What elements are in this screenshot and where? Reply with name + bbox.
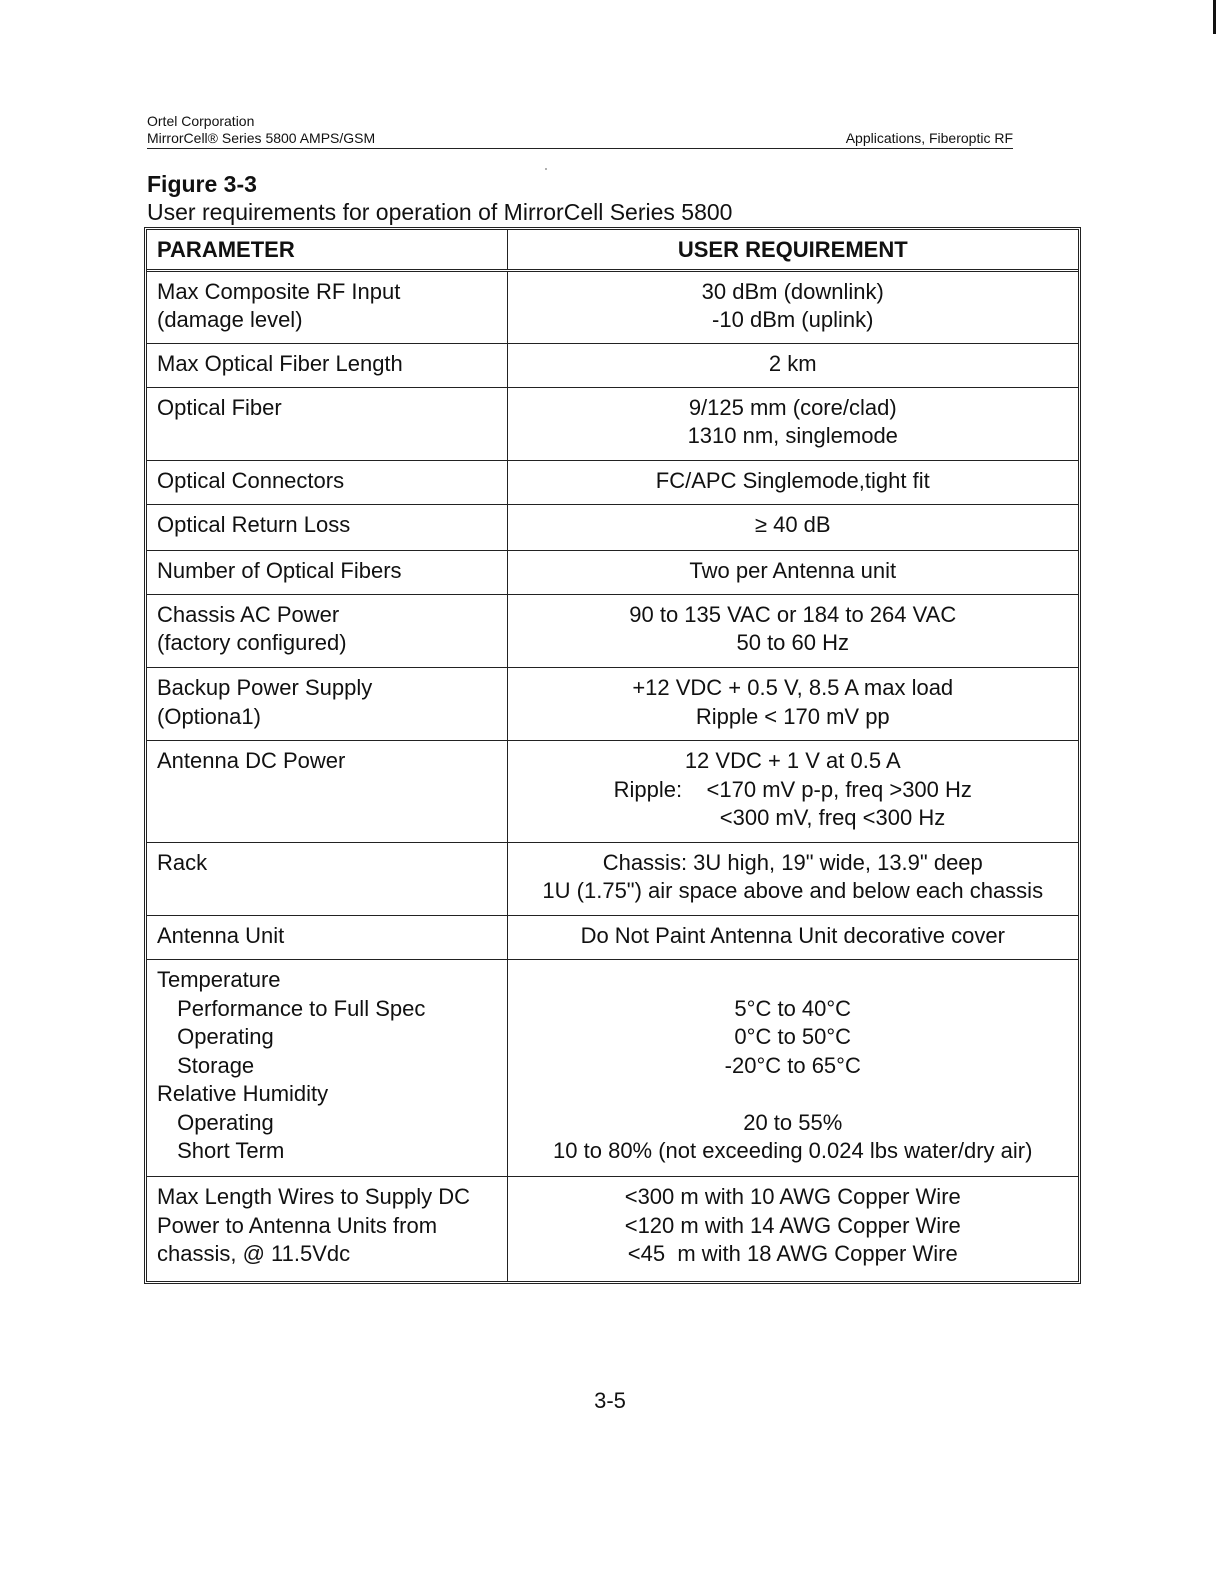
requirement-line: 9/125 mm (core/clad) (688, 394, 897, 420)
header-company: Ortel Corporation (147, 113, 255, 129)
table-row (147, 343, 1078, 387)
parameter-cell (147, 741, 507, 842)
parameter-line: Storage (171, 1052, 255, 1078)
parameter-line: Antenna Unit (157, 922, 285, 948)
parameter-line: (factory configured) (157, 630, 347, 656)
requirement-line: ≥ 40 dB (754, 512, 831, 538)
table-header-row (147, 230, 1078, 270)
parameter-line: Optical Fiber (157, 394, 282, 420)
parameter-cell (147, 343, 507, 387)
parameter-cell (147, 505, 507, 550)
table-row (147, 461, 1078, 505)
requirement-line: -20°C to 65°C (724, 1052, 861, 1078)
parameter-line: Max Length Wires to Supply DC (157, 1184, 471, 1209)
parameter-cell (147, 550, 507, 594)
requirement-cell (507, 343, 1078, 387)
requirement-line: <300 mV, freq <300 Hz (640, 805, 946, 831)
table-row (147, 842, 1078, 915)
requirement-cell (507, 550, 1078, 594)
requirement-line: 1U (1.75") air space above and below each chassis (542, 878, 1044, 904)
table-row (147, 960, 1078, 1177)
requirement-line: 12 VDC + 1 V at 0.5 A (684, 748, 901, 774)
requirement-line (518, 966, 1069, 995)
requirement-cell (507, 461, 1078, 505)
parameter-line: Max Composite RF Input (157, 278, 401, 304)
requirement-line: Do Not Paint Antenna Unit decorative cover (580, 922, 1005, 948)
parameter-cell (147, 915, 507, 959)
parameter-cell (147, 594, 507, 667)
requirement-line: Ripple: <170 mV p-p, freq >300 Hz (613, 776, 972, 802)
parameter-line: Relative Humidity (157, 1081, 329, 1107)
table-row (147, 594, 1078, 667)
table-row (147, 741, 1078, 842)
parameter-line: Max Optical Fiber Length (157, 350, 403, 376)
requirement-line: Two per Antenna unit (689, 557, 897, 583)
requirement-line: 10 to 80% (not exceeding 0.024 lbs water/dry air) (553, 1138, 1033, 1164)
parameter-line: Optical Return Loss (157, 512, 351, 538)
parameter-line: Power to Antenna Units from (157, 1212, 438, 1238)
requirement-line: +12 VDC + 0.5 V, 8.5 A max load (632, 675, 954, 701)
table-row (147, 550, 1078, 594)
requirement-line: Ripple < 170 mV pp (695, 703, 890, 729)
requirement-line: Chassis: 3U high, 19" wide, 13.9" deep (602, 849, 983, 875)
parameter-line: (damage level) (157, 307, 303, 332)
table-row (147, 270, 1078, 343)
requirement-cell (507, 387, 1078, 460)
requirement-cell (507, 594, 1078, 667)
parameter-cell (147, 668, 507, 741)
requirement-line: 20 to 55% (743, 1109, 843, 1135)
scan-edge-mark (1213, 0, 1216, 34)
table-row (147, 387, 1078, 460)
scan-speck (545, 168, 547, 170)
parameter-line: Operating (171, 1024, 274, 1050)
figure-title: Figure 3-3 (147, 171, 257, 197)
parameter-line: (Optiona1) (157, 703, 261, 729)
table-row (147, 915, 1078, 959)
requirement-line: FC/APC Singlemode,tight fit (655, 468, 930, 494)
parameter-line: Antenna DC Power (157, 748, 346, 774)
requirement-line: 0°C to 50°C (734, 1024, 852, 1050)
requirement-line (518, 1080, 1069, 1109)
parameter-line: Optical Connectors (157, 468, 345, 494)
page-number: 3-5 (594, 1388, 626, 1413)
requirement-cell (507, 1177, 1078, 1282)
parameter-line: Performance to Full Spec (171, 995, 426, 1021)
header-product: MirrorCell® Series 5800 AMPS/GSM (147, 130, 376, 146)
requirements-table (147, 230, 1078, 1281)
table-row (147, 505, 1078, 550)
parameter-cell (147, 1177, 507, 1282)
requirement-line: <45 m with 18 AWG Copper Wire (627, 1241, 958, 1266)
parameter-cell (147, 387, 507, 460)
parameter-cell (147, 960, 507, 1177)
parameter-line: Temperature (157, 967, 281, 993)
parameter-line: Number of Optical Fibers (157, 557, 402, 583)
requirement-line: <300 m with 10 AWG Copper Wire (624, 1184, 961, 1209)
requirement-cell (507, 668, 1078, 741)
header-bottom-line (147, 130, 1013, 147)
parameter-cell (147, 842, 507, 915)
requirement-line: 2 km (768, 350, 817, 376)
figure-caption: User requirements for operation of MirrorCell Series 5800 (147, 199, 733, 225)
requirement-line: <120 m with 14 AWG Copper Wire (624, 1212, 961, 1238)
parameter-line: Short Term (171, 1138, 285, 1164)
requirement-cell (507, 915, 1078, 959)
header-user-requirement: USER REQUIREMENT (507, 230, 1078, 270)
requirement-line: 5°C to 40°C (734, 995, 852, 1021)
requirement-cell (507, 270, 1078, 343)
table-row (147, 1177, 1078, 1282)
page-header (147, 113, 1013, 149)
requirement-line: 1310 nm, singlemode (687, 423, 898, 449)
requirement-cell (507, 842, 1078, 915)
header-section: Applications, Fiberoptic RF (845, 130, 1013, 146)
requirement-cell (507, 960, 1078, 1177)
table-row (147, 668, 1078, 741)
header-parameter: PARAMETER (147, 230, 507, 270)
requirement-line: -10 dBm (uplink) (712, 307, 874, 332)
requirement-cell (507, 741, 1078, 842)
parameter-line: Backup Power Supply (157, 675, 373, 701)
parameter-line: chassis, @ 11.5Vdc (157, 1241, 351, 1266)
parameter-line: Operating (171, 1109, 274, 1135)
requirement-line: 30 dBm (downlink) (701, 278, 884, 304)
parameter-line: Chassis AC Power (157, 601, 340, 627)
requirement-cell (507, 505, 1078, 550)
requirement-line: 90 to 135 VAC or 184 to 264 VAC (629, 601, 957, 627)
requirement-line: 50 to 60 Hz (736, 630, 849, 656)
parameter-line: Rack (157, 849, 208, 875)
parameter-cell (147, 461, 507, 505)
table-body (147, 270, 1078, 1281)
requirements-table-frame (144, 227, 1081, 1284)
parameter-cell (147, 270, 507, 343)
